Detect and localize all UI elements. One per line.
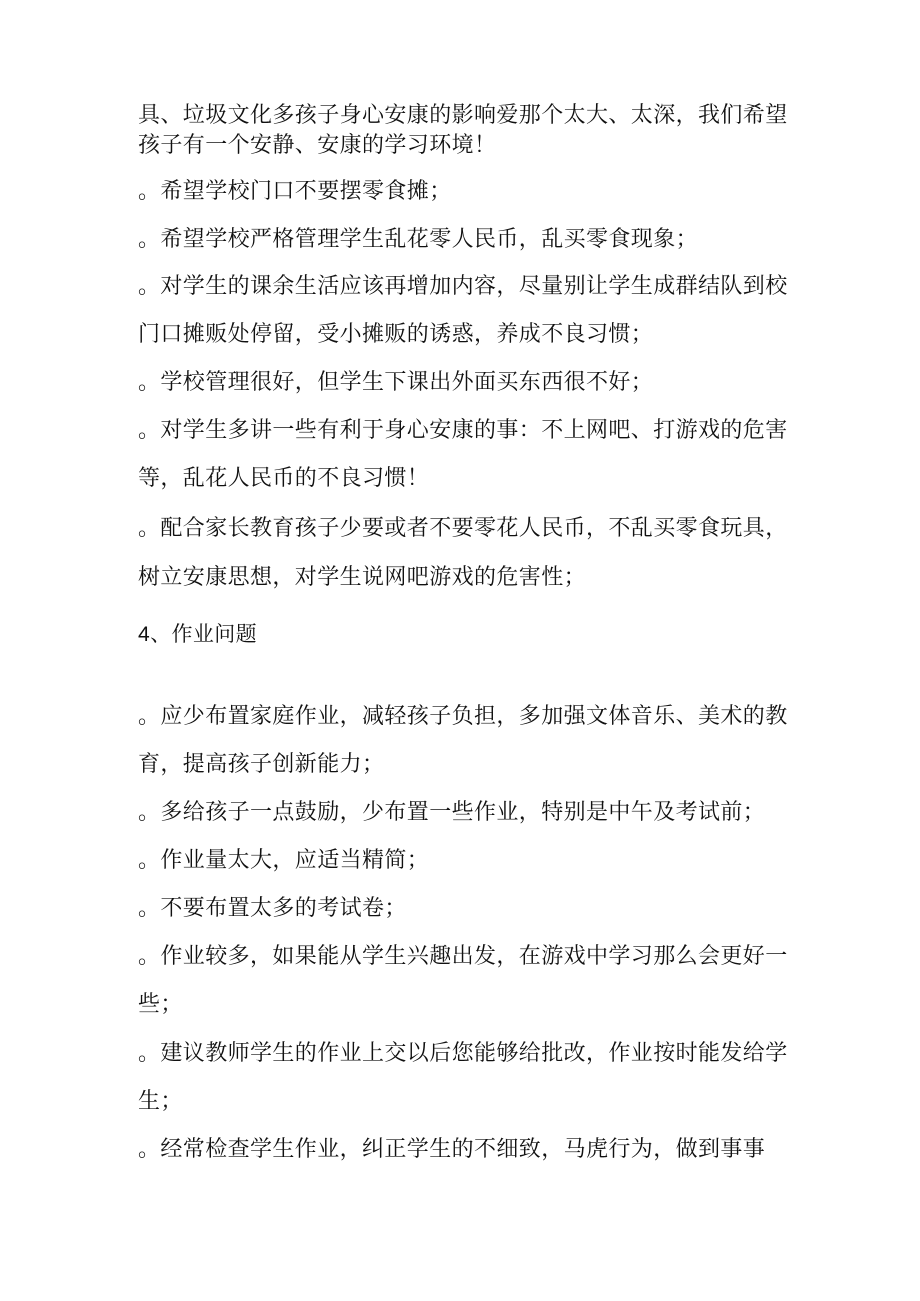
paragraph-line: 孩子有一个安静、安康的学习环境！ [138, 133, 497, 158]
list-item-continuation: 些； [138, 992, 183, 1017]
list-item: 。多给孩子一点鼓励，少布置一些作业，特别是中午及考试前； [138, 800, 766, 825]
list-item: 。配合家长教育孩子少要或者不要零花人民币，不乱买零食玩具， [138, 516, 788, 541]
list-item: 。应少布置家庭作业，减轻孩子负担，多加强文体音乐、美术的教 [138, 704, 788, 729]
paragraph-line: 具、垃圾文化多孩子身心安康的影响爱那个太大、太深，我们希望 [138, 103, 788, 128]
list-item: 。对学生多讲一些有利于身心安康的事：不上网吧、打游戏的危害 [138, 418, 788, 443]
list-item: 。不要布置太多的考试卷； [138, 896, 407, 921]
list-item: 。作业量太大，应适当精简； [138, 848, 430, 873]
section-heading: 4、作业问题 [138, 623, 258, 646]
list-item-continuation: 门口摊贩处停留，受小摊贩的诱惑，养成不良习惯； [138, 322, 654, 347]
list-item: 。建议教师学生的作业上交以后您能够给批改，作业按时能发给学 [138, 1041, 788, 1066]
list-item-continuation: 育，提高孩子创新能力； [138, 752, 385, 777]
list-item-continuation: 树立安康思想，对学生说网吧游戏的危害性； [138, 565, 587, 590]
list-item-continuation: 等，乱花人民币的不良习惯！ [138, 466, 430, 491]
list-item-continuation: 生； [138, 1089, 183, 1114]
list-item: 。作业较多，如果能从学生兴趣出发，在游戏中学习那么会更好一 [138, 944, 788, 969]
list-item: 。经常检查学生作业，纠正学生的不细致，马虎行为，做到事事 [138, 1137, 766, 1162]
list-item: 。希望学校严格管理学生乱花零人民币，乱买零食现象； [138, 227, 699, 252]
list-item: 。对学生的课余生活应该再增加内容，尽量别让学生成群结队到校 [138, 274, 788, 299]
list-item: 。希望学校门口不要摆零食摊； [138, 179, 452, 204]
list-item: 。学校管理很好，但学生下课出外面买东西很不好； [138, 370, 654, 395]
